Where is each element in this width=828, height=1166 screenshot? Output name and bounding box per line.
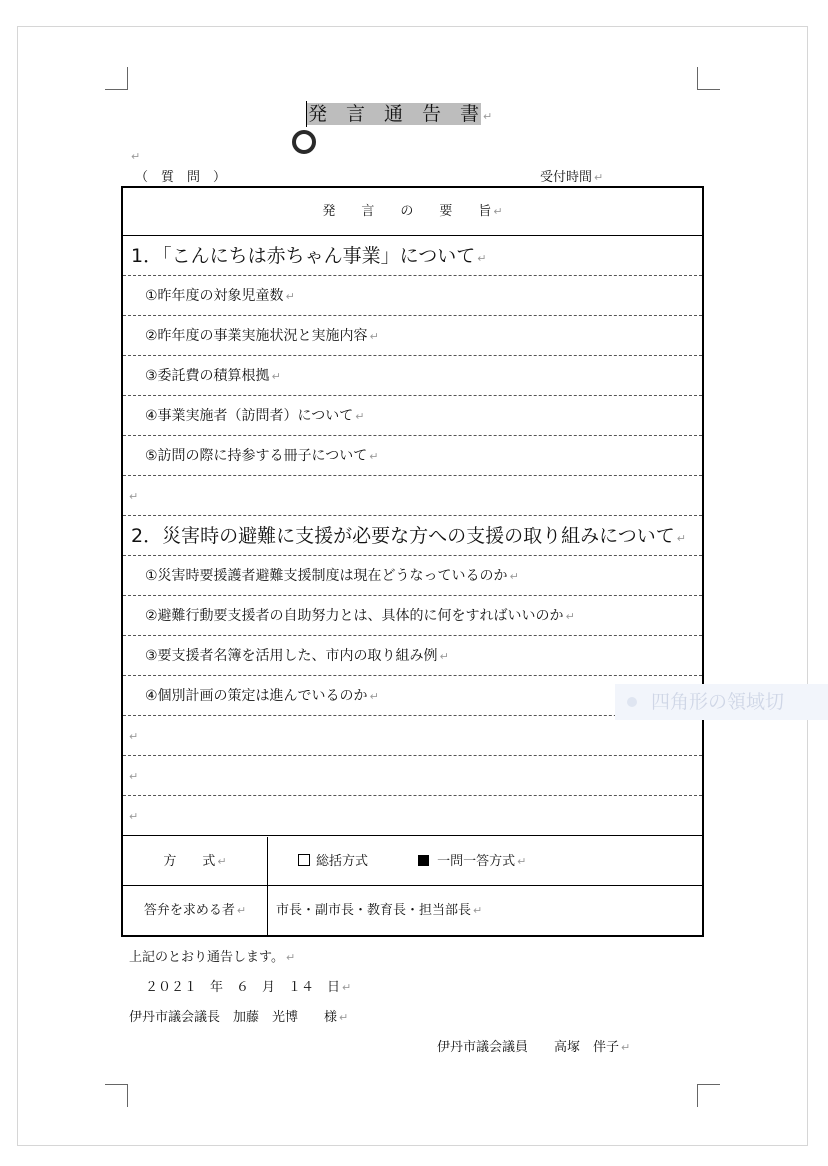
method-row <box>123 837 702 886</box>
row-text: 1．「こんにちは赤ちゃん事業」について <box>131 245 476 267</box>
table-header-text: 発 言 の 要 旨 <box>322 204 492 219</box>
statement-table <box>121 186 704 937</box>
topic-heading-row[interactable] <box>123 236 702 276</box>
paragraph-mark-icon: ↵ <box>236 904 247 917</box>
row-text: ④個別計画の策定は進んでいるのか <box>145 688 368 704</box>
paragraph-mark-icon: ↵ <box>483 110 493 123</box>
paragraph-mark-icon: ↵ <box>369 330 379 343</box>
method-options <box>268 837 702 885</box>
paragraph-mark-icon: ↵ <box>285 290 295 303</box>
paragraph-mark-icon: ↵ <box>129 730 139 743</box>
text-cursor <box>306 101 307 127</box>
paragraph-mark-icon: ↵ <box>129 810 139 823</box>
topic-heading-row[interactable] <box>123 516 702 556</box>
reception-time-label[interactable] <box>540 166 603 185</box>
object-handle-icon[interactable] <box>292 130 316 154</box>
method-option-summary-label: 総括方式 <box>316 854 369 869</box>
paragraph-mark-icon: ↵ <box>217 855 227 868</box>
row-text: 2．災害時の避難に支援が必要な方への支援の取り組みについて <box>131 525 675 547</box>
blank-row[interactable] <box>123 716 702 756</box>
paragraph-mark-icon: ↵ <box>129 770 139 783</box>
blank-row[interactable] <box>123 796 702 836</box>
document-title[interactable] <box>306 100 492 128</box>
method-option-one-by-one[interactable] <box>418 854 526 869</box>
crop-mark-bottom-right <box>697 1084 720 1107</box>
crop-mark-bottom-left <box>105 1084 128 1107</box>
notice-line[interactable] <box>129 946 295 965</box>
date-text: ２０２１ 年 ６ 月 １４ 日 <box>145 980 341 995</box>
paragraph-mark-icon: ↵ <box>355 410 365 423</box>
crop-mark-top-left <box>105 67 128 90</box>
blank-row[interactable] <box>123 476 702 516</box>
topic-item-row[interactable] <box>123 556 702 596</box>
respondent-text: 市長・副市長・教育長・担当部長 <box>276 903 472 918</box>
paragraph-mark-icon: ↵ <box>621 1041 631 1054</box>
paragraph-mark-icon: ↵ <box>129 490 139 503</box>
addressee-text: 伊丹市議会議長 加藤 光博 様 <box>129 1010 338 1025</box>
paragraph-mark-icon: ↵ <box>339 1011 349 1024</box>
question-type-label[interactable]: （ 質 問 ） <box>135 170 227 185</box>
row-text: ⑤訪問の際に持参する冊子について <box>145 448 368 464</box>
paragraph-mark-icon: ↵ <box>477 252 487 265</box>
checkbox-checked-icon[interactable] <box>418 855 429 866</box>
paragraph-mark-icon: ↵ <box>676 532 686 545</box>
respondent-label-text: 答弁を求める者 <box>143 903 235 918</box>
title-text[interactable]: 発 言 通 告 書 <box>308 103 480 125</box>
sender-text: 伊丹市議会議員 高塚 伴子 <box>437 1040 620 1055</box>
method-label-text: 方 式 <box>163 854 216 869</box>
paragraph-mark-icon: ↵ <box>517 855 527 868</box>
crop-mark-top-right <box>697 67 720 90</box>
paragraph-mark-icon: ↵ <box>285 951 296 964</box>
respondent-row <box>123 886 702 935</box>
reception-time-text: 受付時間 <box>540 170 593 185</box>
paragraph-mark-icon: ↵ <box>342 981 352 994</box>
topic-item-row[interactable] <box>123 596 702 636</box>
paragraph-mark-icon: ↵ <box>509 570 519 583</box>
topic-item-row[interactable] <box>123 316 702 356</box>
date-line[interactable] <box>145 976 351 995</box>
region-tooltip-text: 四角形の領域切 <box>651 691 785 713</box>
paragraph-mark-icon: ↵ <box>439 650 449 663</box>
row-text: ④事業実施者（訪問者）について <box>145 408 354 424</box>
paragraph-mark-icon: ↵ <box>493 205 503 218</box>
paragraph-mark-icon: ↵ <box>369 450 379 463</box>
empty-paragraph[interactable] <box>129 145 140 164</box>
row-text: ①昨年度の対象児童数 <box>145 288 284 304</box>
row-text: ②昨年度の事業実施状況と実施内容 <box>145 328 368 344</box>
region-tooltip-icon <box>627 697 637 707</box>
topic-item-row[interactable] <box>123 276 702 316</box>
blank-row[interactable] <box>123 756 702 796</box>
topic-item-row[interactable] <box>123 436 702 476</box>
paragraph-mark-icon: ↵ <box>131 150 141 163</box>
topic-item-row[interactable] <box>123 396 702 436</box>
method-option-one-by-one-label: 一問一答方式 <box>437 854 516 869</box>
topic-item-row[interactable] <box>123 636 702 676</box>
paragraph-mark-icon: ↵ <box>369 690 379 703</box>
table-header[interactable] <box>123 188 702 236</box>
paragraph-mark-icon: ↵ <box>565 610 575 623</box>
paragraph-mark-icon: ↵ <box>473 904 483 917</box>
notice-text: 上記のとおり通告します。 <box>129 950 284 965</box>
method-label <box>123 837 268 885</box>
topic-item-row[interactable] <box>123 356 702 396</box>
respondent-value[interactable] <box>268 886 702 935</box>
paragraph-mark-icon: ↵ <box>594 171 604 184</box>
paragraph-mark-icon: ↵ <box>271 370 281 383</box>
row-text: ①災害時要援護者避難支援制度は現在どうなっているのか <box>145 568 508 584</box>
region-tooltip <box>615 684 828 720</box>
sender-line[interactable] <box>437 1036 630 1055</box>
checkbox-unchecked-icon[interactable] <box>298 854 310 866</box>
respondent-label <box>123 886 268 935</box>
row-text: ②避難行動要支援者の自助努力とは、具体的に何をすればいいのか <box>145 608 564 624</box>
addressee-line[interactable] <box>129 1006 348 1025</box>
method-option-summary[interactable] <box>298 854 368 869</box>
row-text: ③要支援者名簿を活用した、市内の取り組み例 <box>145 648 438 664</box>
row-text: ③委託費の積算根拠 <box>145 368 270 384</box>
